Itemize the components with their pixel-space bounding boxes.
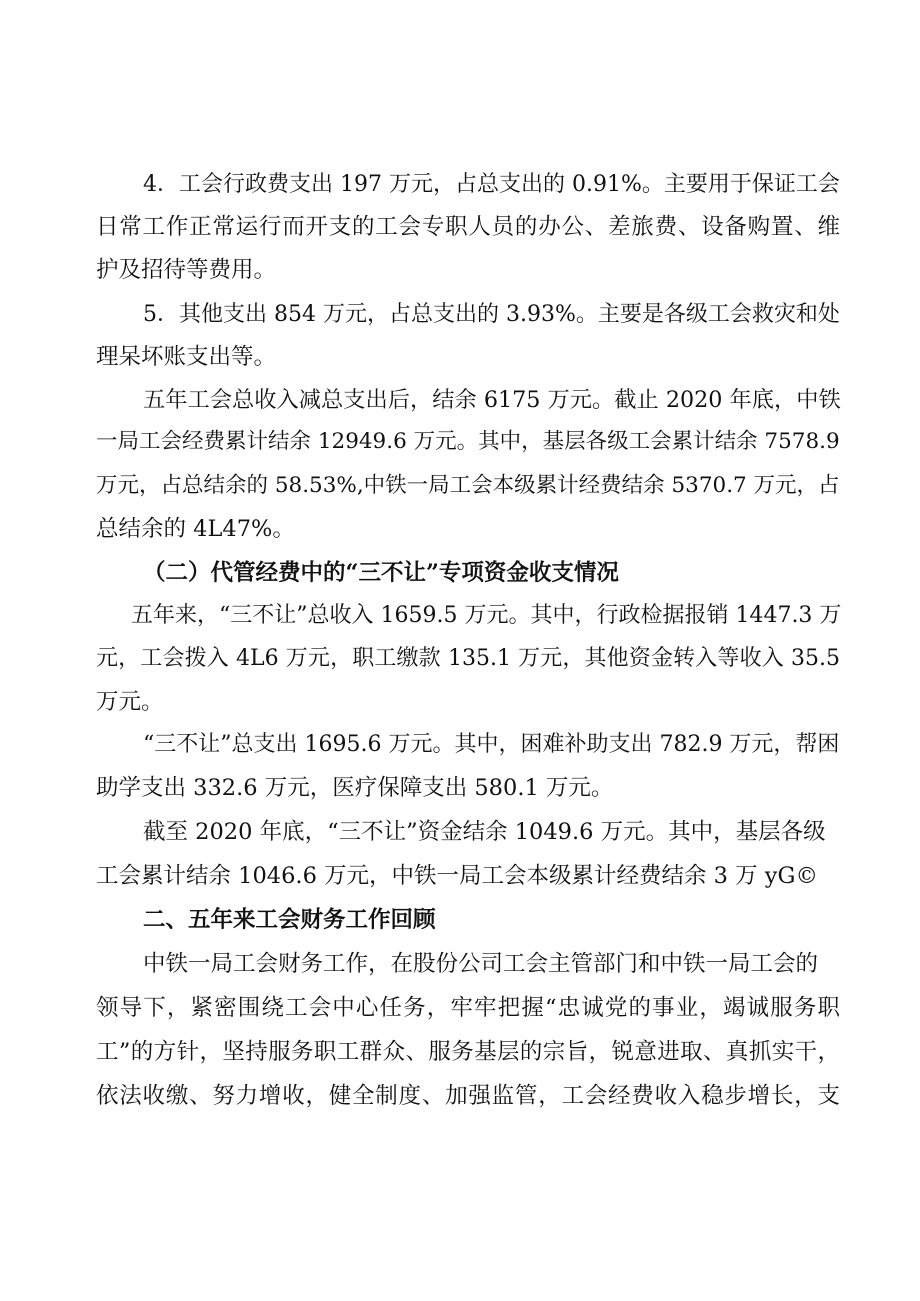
paragraph-line: 依法收缴、努力增收，健全制度、加强监管，工会经费收入稳步增长，支 — [96, 1083, 840, 1109]
paragraph-line: 领导下，紧密围绕工会中心任务，牢牢把握“忠诚党的事业，竭诚服务职 — [96, 995, 840, 1021]
paragraph-line: 理呆坏账支出等。 — [96, 344, 277, 370]
paragraph-line: 5．其他支出 854 万元，占总支出的 3.93%。主要是各级工会救灾和处 — [143, 302, 840, 327]
paragraph-line: “三不让”总支出 1695.6 万元。其中，困难补助支出 782.9 万元，帮困 — [143, 732, 840, 757]
paragraph-line: 一局工会经费累计结余 12949.6 万元。其中，基层各级工会累计结余 7578.9 — [96, 429, 840, 454]
paragraph-line: 截至 2020 年底，“三不让”资金结余 1049.6 万元。其中，基层各级 — [143, 819, 826, 845]
paragraph-line: 总结余的 4L47%。 — [96, 516, 295, 542]
paragraph-line: 五年工会总收入减总支出后，结余 6175 万元。截止 2020 年底，中铁 — [143, 387, 841, 413]
paragraph-line: 五年来，“三不让”总收入 1659.5 万元。其中，行政检据报销 1447.3 万 — [131, 603, 842, 628]
section-heading: （二）代管经费中的“三不让”专项资金收支情况 — [143, 560, 619, 586]
paragraph-line: 护及招待等费用。 — [96, 257, 277, 283]
paragraph-line: 助学支出 332.6 万元，医疗保障支出 580.1 万元。 — [96, 775, 614, 801]
paragraph-line: 万元，占总结余的 58.53%,中铁一局工会本级累计经费结余 5370.7 万元，占 — [96, 473, 840, 498]
paragraph-line: 中铁一局工会财务工作，在股份公司工会主管部门和中铁一局工会的 — [143, 951, 819, 977]
paragraph-line: 日常工作正常运行而开支的工会专职人员的办公、差旅费、设备购置、维 — [96, 214, 840, 240]
paragraph-line: 万元。 — [96, 689, 164, 715]
chapter-heading: 二、五年来工会财务工作回顾 — [143, 907, 436, 933]
paragraph-line: 元，工会拨入 4L6 万元，职工缴款 135.1 万元，其他资金转入等收入 35.5 — [96, 646, 840, 671]
paragraph-line: 工”的方针，坚持服务职工群众、服务基层的宗旨，锐意进取、真抓实干， — [96, 1039, 840, 1065]
paragraph-line: 4．工会行政费支出 197 万元，占总支出的 0.91%。主要用于保证工会 — [143, 172, 840, 197]
paragraph-line: 工会累计结余 1046.6 万元，中铁一局工会本级累计经费结余 3 万 yG© — [96, 863, 818, 889]
